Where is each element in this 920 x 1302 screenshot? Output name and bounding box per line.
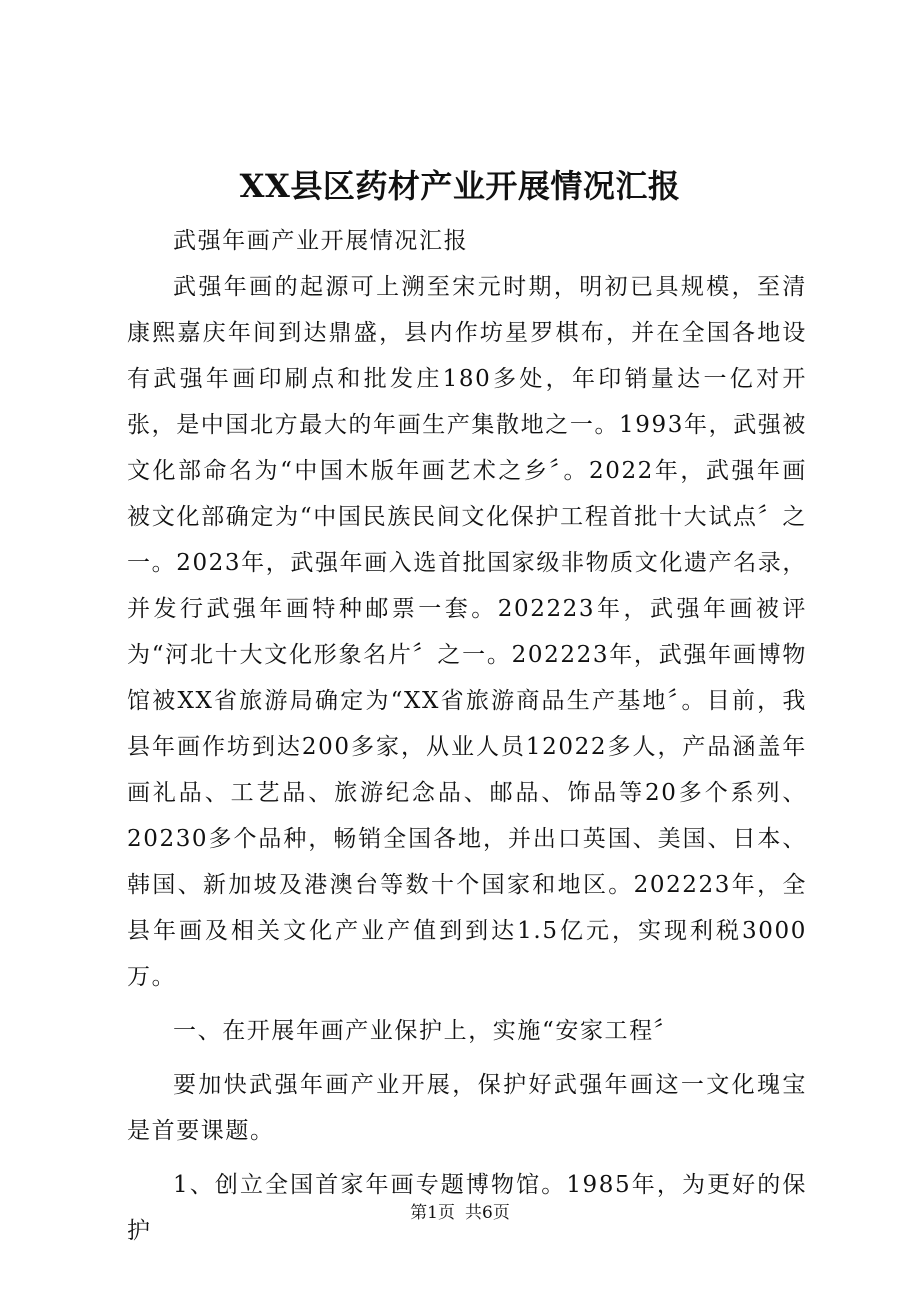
page-number: 第1页 [410,1203,455,1223]
document-title: XX县区药材产业开展情况汇报 [239,167,681,205]
body-paragraph: 要加快武强年画产业开展，保护好武强年画这一文化瑰宝是首要课题。 [127,1072,807,1144]
subtitle-paragraph: 武强年画产业开展情况汇报 [173,228,469,254]
body-paragraph: 1、创立全国首家年画专题博物馆。1985年，为更好的保护 [127,1172,807,1244]
page-footer [0,1198,920,1228]
body-paragraph: 武强年画的起源可上溯至宋元时期，明初已具规模，至清康熙嘉庆年间到达鼎盛，县内作坊星罗棋布，并在全国各地设有武强年画印刷点和批发庄180多处，年印销量达一亿对开张，是中国北方最大的年画生产集散地之一。1993年，武强被文化部命名为“中国木版年画艺术之乡〞。2022年，武强年画被文化部确定为“中国民族民间文化保护工程首批十大试点〞之一。2023年，武强年画入选首批国家级非物质文化遗产名录，并发行武强年画特种邮票一套。202223年，武强年画被评为“河北十大文化形象名片〞之一。202223年，武强年画博物馆被XX省旅游局确定为“XX省旅游商品生产基地〞。目前，我县年画作坊到达200多家，从业人员12022多人，产品涵盖年画礼品、工艺品、旅游纪念品、邮品、饰品等20多个系列、20230多个品种，畅销全国各地，并出口英国、美国、日本、韩国、新加坡及港澳台等数十个国家和地区。202223年，全县年画及相关文化产业产值到到达1.5亿元，实现利税3000万。 [127,274,807,990]
document-body [127,218,807,1254]
section-heading: 一、在开展年画产业保护上，实施“安家工程〞 [173,1018,679,1044]
page-total: 共6页 [465,1203,510,1223]
